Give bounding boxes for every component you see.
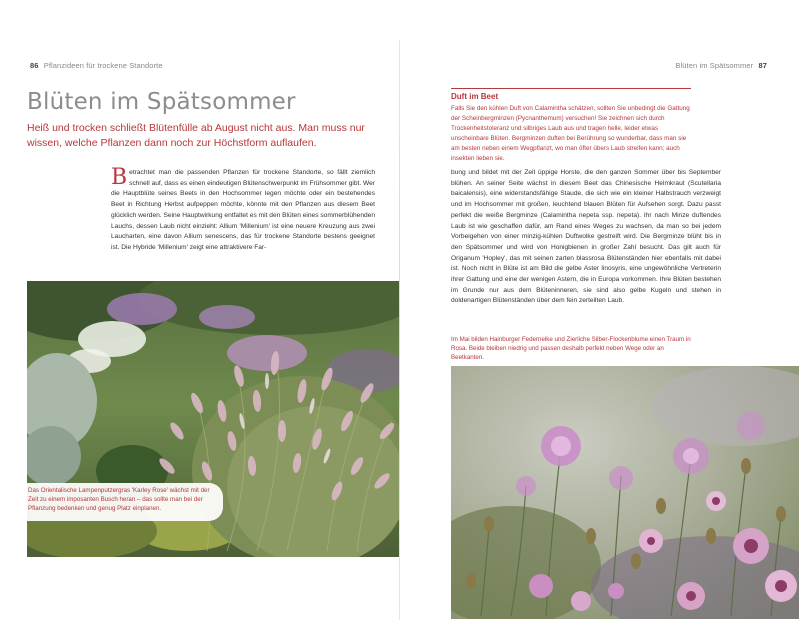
photo-pink-carnations [451,366,799,619]
left-running-head: Pflanzideen für trockene Standorte [43,61,163,70]
right-running-head: Blüten im Spätsommer [675,61,754,70]
drop-cap: B [111,165,128,190]
book-gutter [399,40,400,620]
sidebar-title: Duft im Beet [451,92,499,101]
right-body-text: bung und bildet mit der Zeit üppige Horste, die den ganzen Sommer über bis September blühen. An seiner Seite wächst in diesem Beet das Chinesische Helmkraut (Scutellaria baicalensis), eine widerstandsfähige Staude, die sich wie ein kleiner Halbstrauch verzweigt und im Hochsommer mit großen, leuchtend blauen Blüten für Aufsehen sorgt. Dazu passt perfekt die weiße Bergminze (Calamintha nepeta ssp. nepeta). Ihr nach Minze duftendes Laub ist wie geschaffen dafür, am Rand eines Weges zu wachsen, da man so bei jedem Vorbeigehen von einer minzig-kühlen Duftwolke gestreift wird. Die Bergminze blüht bis in den Spätsommer und wird von Honigbienen in großer Zahl besucht. Das gilt auch für Origanum 'Hopley', das mit seinen zarten blassrosa Blütenständen hier ebenfalls mit dabei ist. Noch nicht in Blüte ist am Bild die gelbe Aster linosyris, eine ungewöhnliche Vertreterin ihrer Gattung und eine der wenigen Astern, die in Europa vorkommen. Ihre Blüten bestehen im Grunde nur aus dem Blüteninneren, sie sind also gelbe Kugeln und stehen in doldenartigen Blütenständen über dem fein zerteilten Laub. [451,169,721,305]
page-title: Blüten im Spätsommer [27,89,296,115]
left-body-text [111,165,375,254]
right-folio [675,61,770,70]
left-folio [27,61,163,70]
intro-text: Heiß und trocken schließt Blütenfülle ab August nicht aus. Man muss nur wissen, welche Pflanzen dann noch zur Höchstform auflaufen. [27,122,365,149]
right-photo-caption: Im Mai bilden Hainburger Federnelke und Zierliche Silber-Flockenblume einen Traum in Rosa. Beide bleiben niedrig und passen deshalb perfekt neben Wege oder an Beetkanten. [451,336,691,361]
sidebar-text: Falls Sie den kühlen Duft von Calamintha schätzen, sollten Sie unbedingt die Gattung der Scheinbergminzen (Pycnanthemum) versuchen! Sie zeichnen sich durch Trockenheitstoleranz und silbriges Laub aus und tragen helle, leider etwas unscheinbare Blüten. Bergminzen duften bei Berührung so wunderbar, dass man sie am besten neben einem Wegpflanzt, wo man öfter übers Laub streifen kann; auch insekten lieben sie. [451,105,690,162]
right-page-number: 87 [758,61,767,70]
left-page [0,0,399,639]
left-body-content: etrachtet man die passenden Pflanzen für trockene Standorte, so fällt ziemlich schnell auf, dass es einen eindeutigen Blütenschwerpunkt im Frühsommer gibt. Wer die Hauptblüte seines Beets in den Hochsommer legen möchte oder ein bestehendes Beet in Richtung Herbst aufpeppen möchte, könnte mit den Pflanzen aus diesem Beet glücklich werden. Seine Hauptwirkung entfaltet es mit den Blüten eines sommerblühenden Lauchs, dessen Laub nicht einzieht: Allium 'Millenium' ist eine neuere Kreuzung aus zwei Laucharten, eine davon Allium senescens, das für trockene Standorte bestens geeignet ist. Die Hybride 'Millenium' zeigt eine attraktivere Far- [111,169,375,251]
sidebar-box [451,88,691,164]
left-page-number: 86 [30,61,39,70]
left-photo-caption: Das Orientalische Lampenputzergras 'Karley Rose' wächst mit der Zeit zu einem imposanten Busch heran – das sollte man bei der Pflanzung bedenken und genug Platz einplanen. [28,487,210,512]
